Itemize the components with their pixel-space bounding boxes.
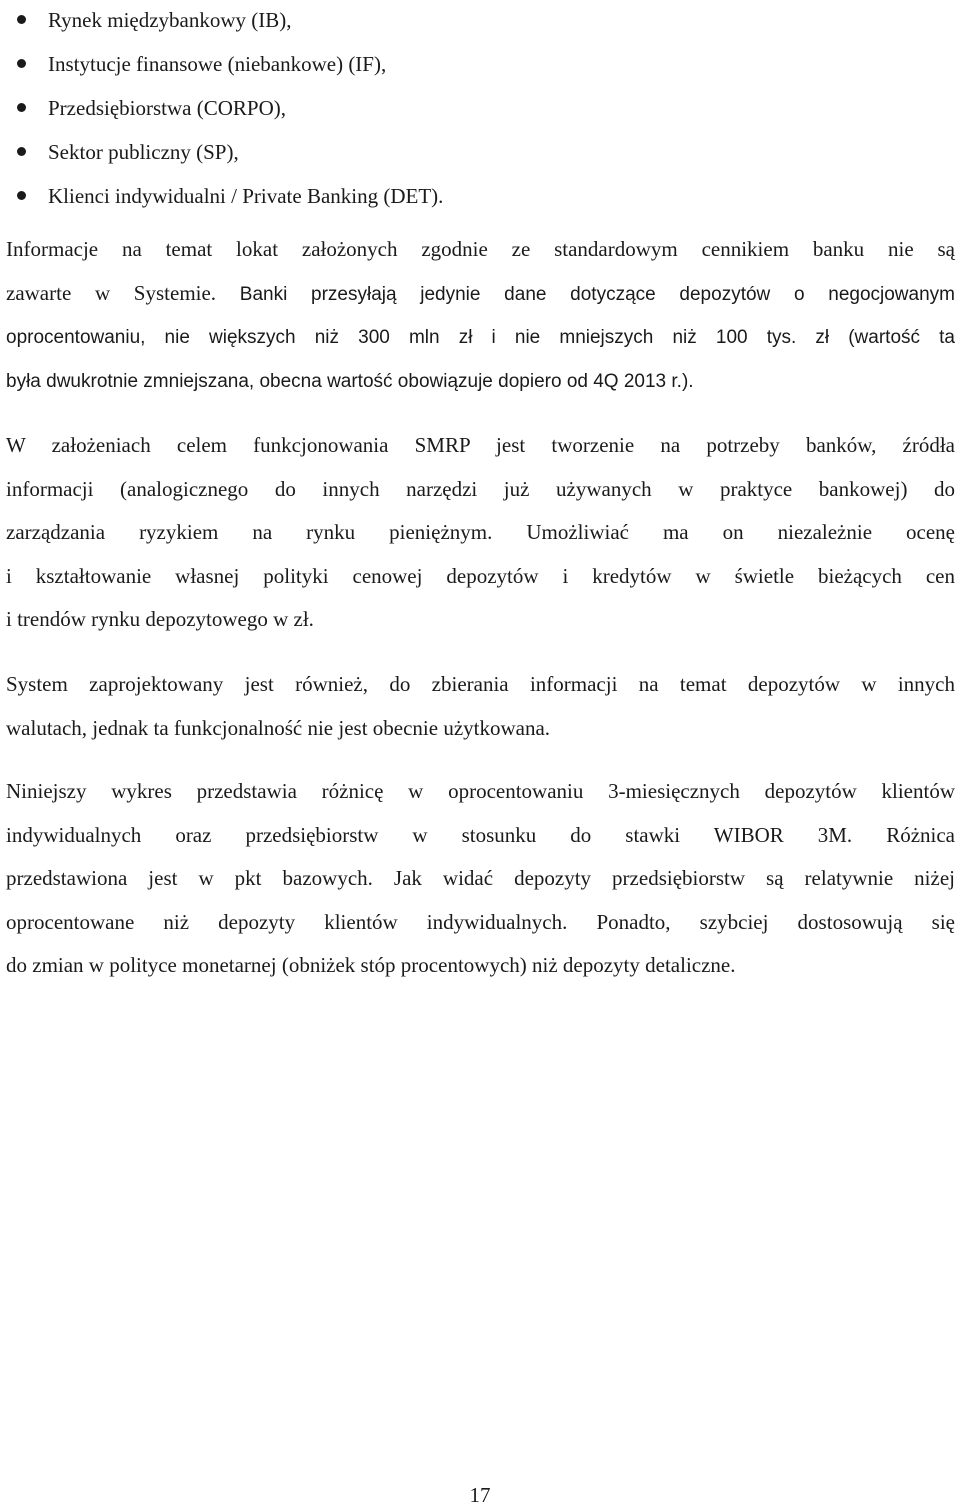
text-line: była dwukrotnie zmniejszana, obecna wartość obowiązuje dopiero od 4Q 2013 r.). xyxy=(6,370,694,392)
list-item xyxy=(0,88,960,132)
list-item xyxy=(0,176,960,220)
text-line: przedstawiona jest w pkt bazowych. Jak widać depozyty przedsiębiorstw są relatywnie niżej xyxy=(6,866,955,890)
text-line: walutach, jednak ta funkcjonalność nie jest obecnie użytkowana. xyxy=(6,715,551,740)
text-line: Niniejszy wykres przedstawia różnicę w oprocentowaniu 3-miesięcznych depozytów klientów xyxy=(6,779,955,803)
bullet-icon xyxy=(17,191,26,200)
text-line: oprocentowane niż depozyty klientów indywidualnych. Ponadto, szybciej dostosowują się xyxy=(6,909,955,934)
text-line: zarządzania ryzykiem na rynku pieniężnym. Umożliwiać ma on niezależnie ocenę xyxy=(6,520,955,544)
list-item xyxy=(0,0,960,44)
page-number: 17 xyxy=(469,1483,491,1507)
list-item-label: Przedsiębiorstwa (CORPO), xyxy=(48,96,286,120)
list-item xyxy=(0,132,960,176)
bullet-icon xyxy=(17,15,26,24)
bullet-icon xyxy=(17,103,26,112)
paragraph-system-currencies xyxy=(6,663,955,750)
list-item-label: Instytucje finansowe (niebankowe) (IF), xyxy=(48,52,387,76)
text-line: informacji (analogicznego do innych narzędzi już używanych w praktyce bankowej) do xyxy=(6,476,955,501)
text-line: oprocentowaniu, nie większych niż 300 mln zł i nie mniejszych niż 100 tys. zł (wartość ta xyxy=(6,327,955,348)
list-item-label: Klienci indywidualni / Private Banking (DET). xyxy=(48,184,444,208)
text-segment: Banki przesyłają jedynie dane dotyczące depozytów o negocjowanym xyxy=(216,283,955,305)
bullet-icon xyxy=(17,147,26,156)
text-line: System zaprojektowany jest również, do zbierania informacji na temat depozytów w innych xyxy=(6,672,955,696)
list-item-label: Sektor publiczny (SP), xyxy=(48,140,239,164)
text-line: W założeniach celem funkcjonowania SMRP jest tworzenie na potrzeby banków, źródła xyxy=(6,433,955,457)
text-line xyxy=(6,272,955,317)
list-item xyxy=(0,44,960,88)
paragraph-deposit-info xyxy=(6,228,955,403)
list-item-label: Rynek międzybankowy (IB), xyxy=(48,8,292,32)
text-line: Informacje na temat lokat założonych zgodnie ze standardowym cennikiem banku nie są xyxy=(6,237,955,261)
bullet-icon xyxy=(17,59,26,68)
text-line: i kształtowanie własnej polityki cenowej depozytów i kredytów w świetle bieżących cen xyxy=(6,563,955,588)
text-line: indywidualnych oraz przedsiębiorstw w stosunku do stawki WIBOR 3M. Różnica xyxy=(6,822,955,847)
text-line: i trendów rynku depozytowego w zł. xyxy=(6,607,314,631)
text-line: do zmian w polityce monetarnej (obniżek stóp procentowych) niż depozyty detaliczne. xyxy=(6,953,736,977)
text-segment: zawarte w Systemie. xyxy=(6,280,217,305)
paragraph-smrp-goals xyxy=(6,424,955,642)
paragraph-chart-description xyxy=(6,770,955,988)
segment-list xyxy=(0,0,960,220)
